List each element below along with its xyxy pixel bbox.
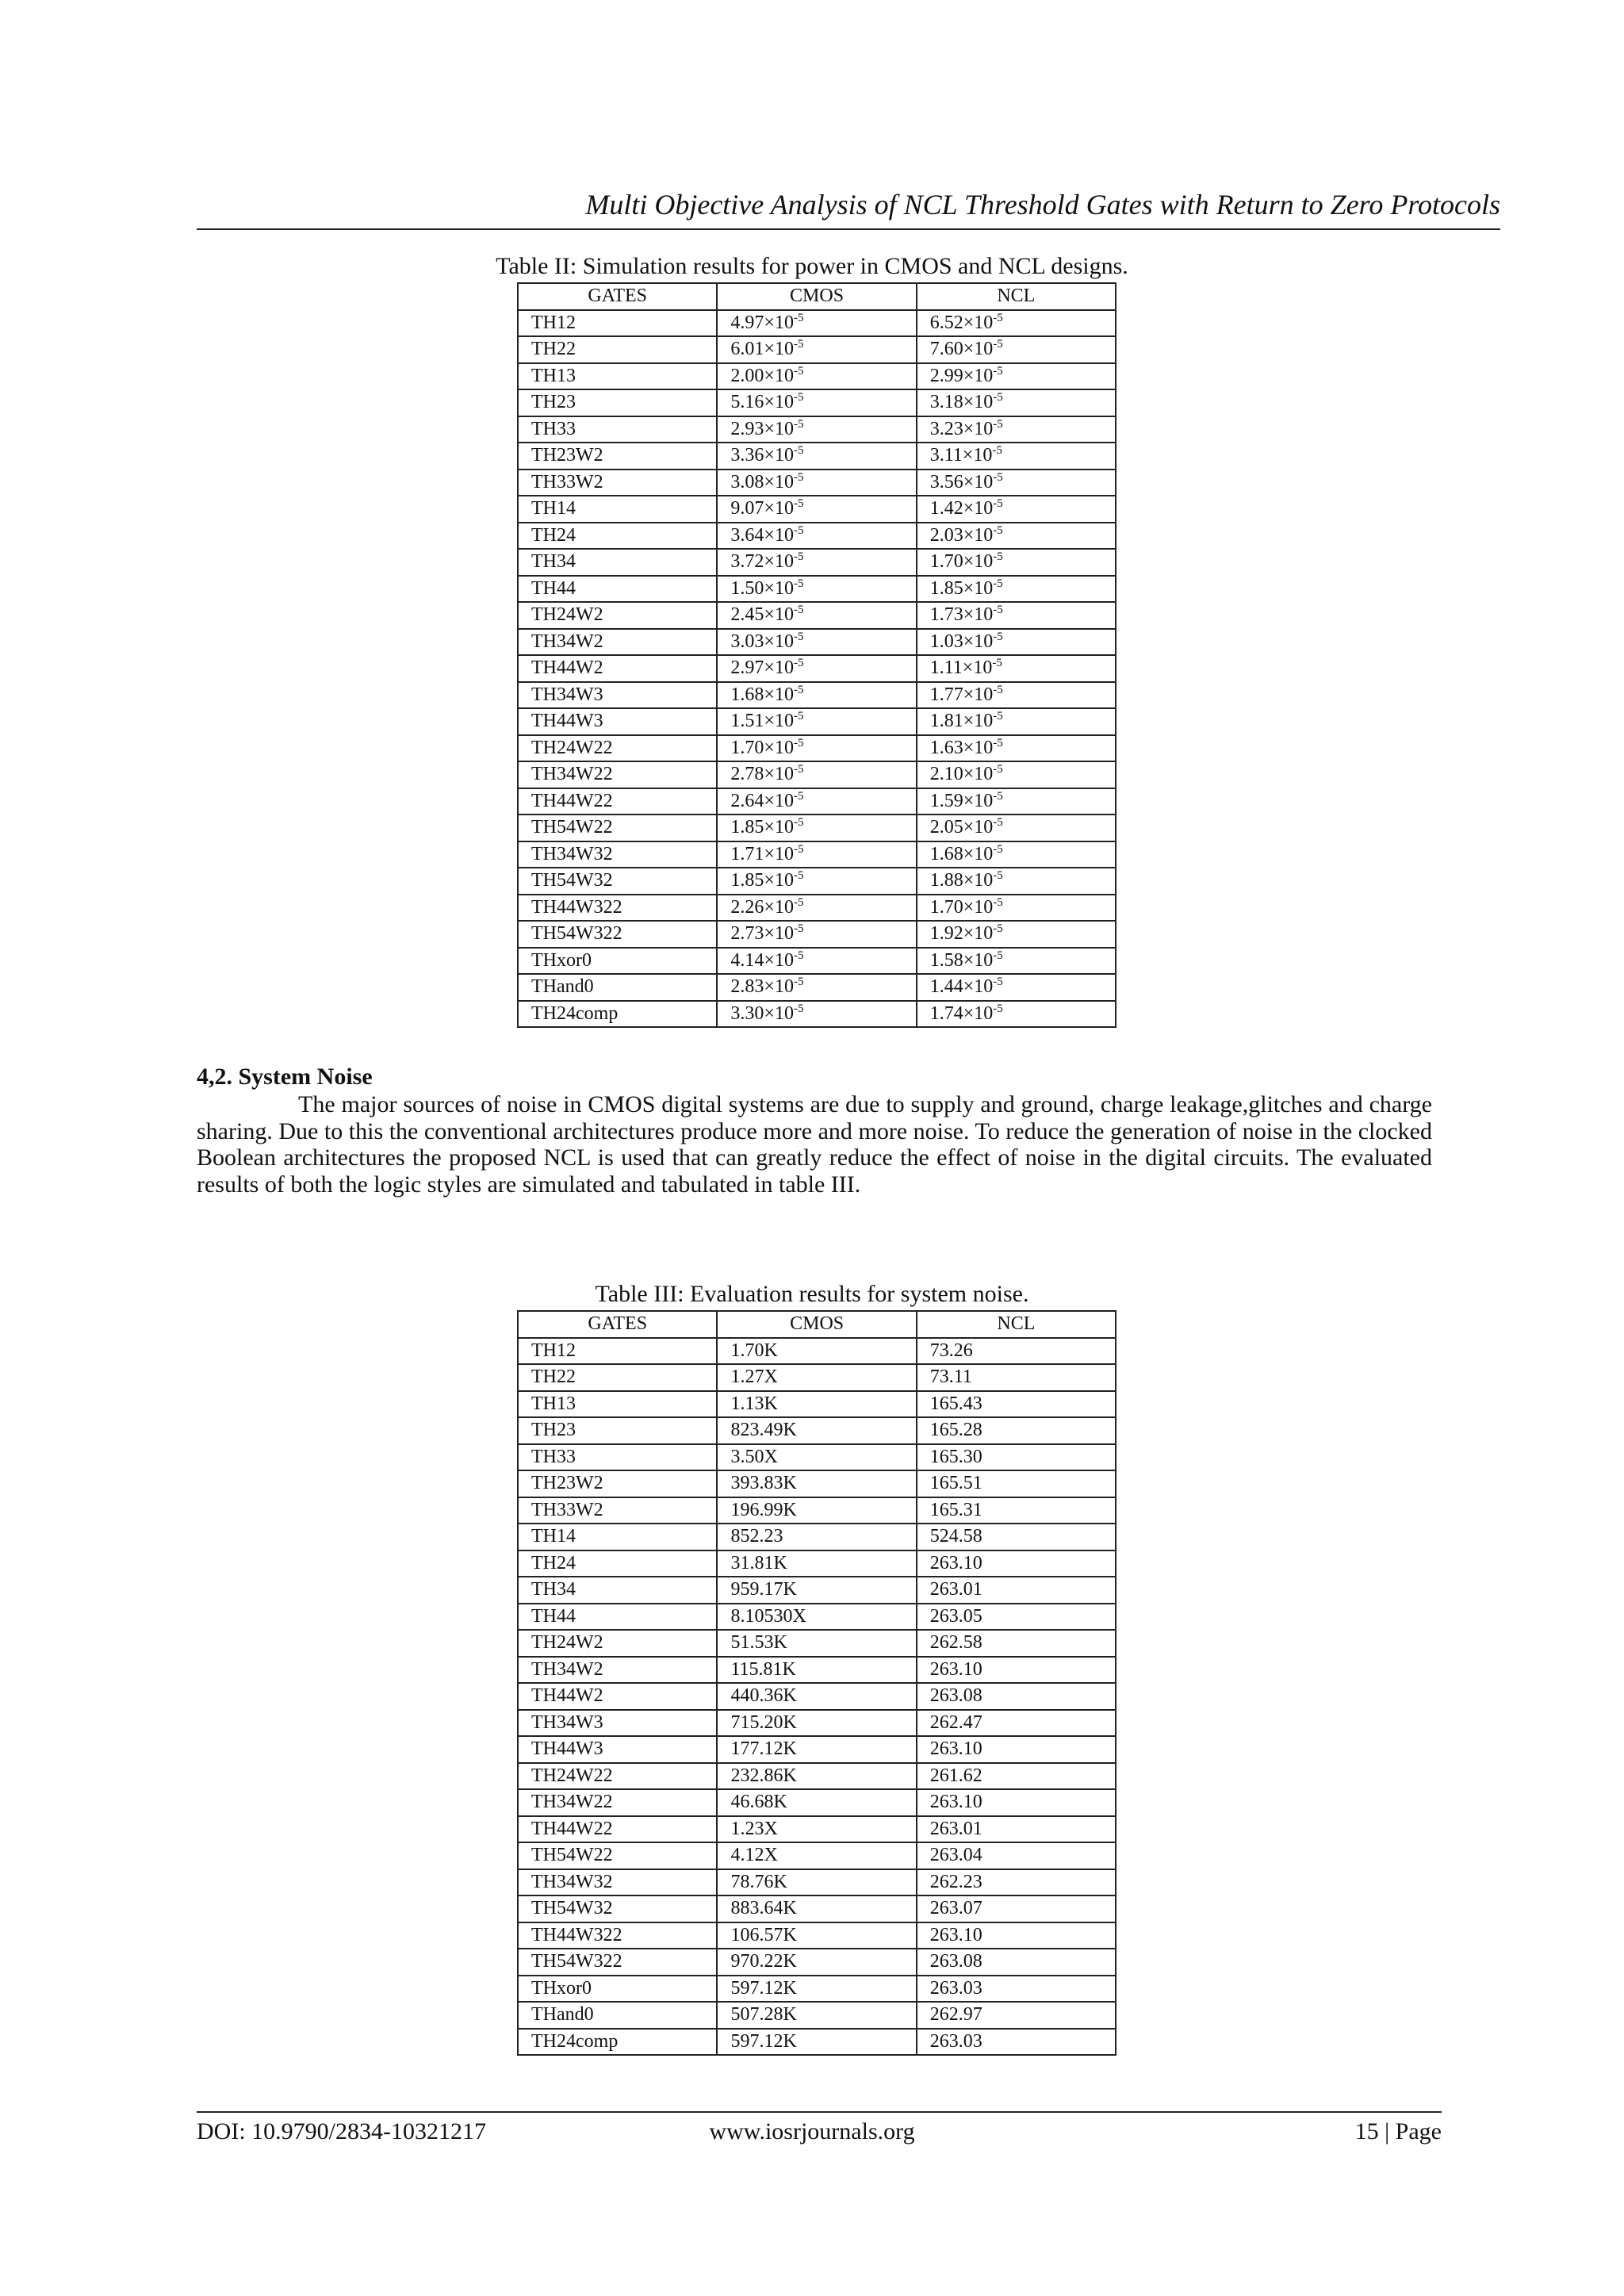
table-row: [518, 523, 1116, 550]
cmos-cell: 196.99K: [717, 1497, 916, 1524]
ncl-cell: 263.10: [917, 1922, 1116, 1949]
cmos-cell: $1.70\times 10^{-5}$: [717, 735, 916, 762]
ncl-cell: 262.58: [917, 1630, 1116, 1657]
table-row: [518, 921, 1116, 948]
cmos-cell: 3.50X: [717, 1444, 916, 1471]
cmos-cell: 1.27X: [717, 1364, 916, 1391]
gate-cell: TH44W22: [518, 788, 717, 815]
cmos-cell: 597.12K: [717, 2029, 916, 2056]
ncl-cell: 262.97: [917, 2002, 1116, 2029]
gate-cell: TH24W2: [518, 602, 717, 629]
cmos-cell: 597.12K: [717, 1976, 916, 2003]
gate-cell: TH54W32: [518, 1895, 717, 1922]
table-row: [518, 895, 1116, 922]
ncl-cell: $1.68\times 10^{-5}$: [917, 841, 1116, 868]
cmos-cell: 715.20K: [717, 1710, 916, 1737]
ncl-cell: 263.10: [917, 1789, 1116, 1816]
gate-cell: TH44: [518, 576, 717, 603]
ncl-cell: 262.23: [917, 1869, 1116, 1896]
table-row: [518, 1470, 1116, 1497]
ncl-cell: $1.88\times 10^{-5}$: [917, 868, 1116, 895]
footer-page: 15 | Page: [1354, 2118, 1442, 2145]
table-row: [518, 1497, 1116, 1524]
gate-cell: TH34W3: [518, 1710, 717, 1737]
ncl-cell: $3.11\times 10^{-5}$: [917, 443, 1116, 470]
cmos-cell: 46.68K: [717, 1789, 916, 1816]
table-row: [518, 1550, 1116, 1577]
cmos-cell: 51.53K: [717, 1630, 916, 1657]
table3-header-ncl: NCL: [917, 1311, 1116, 1338]
ncl-cell: $2.99\times 10^{-5}$: [917, 363, 1116, 390]
gate-cell: TH34W32: [518, 841, 717, 868]
table-row: [518, 336, 1116, 363]
cmos-cell: $1.71\times 10^{-5}$: [717, 841, 916, 868]
section-heading: 4,2. System Noise: [197, 1064, 373, 1090]
ncl-cell: $2.10\times 10^{-5}$: [917, 761, 1116, 788]
gate-cell: TH22: [518, 1364, 717, 1391]
gate-cell: TH13: [518, 363, 717, 390]
cmos-cell: 1.70K: [717, 1338, 916, 1365]
table-row: [518, 761, 1116, 788]
table-row: [518, 1710, 1116, 1737]
cmos-cell: 970.22K: [717, 1949, 916, 1976]
ncl-cell: 263.07: [917, 1895, 1116, 1922]
ncl-cell: 263.05: [917, 1604, 1116, 1631]
ncl-cell: $1.42\times 10^{-5}$: [917, 496, 1116, 523]
ncl-cell: $3.18\times 10^{-5}$: [917, 389, 1116, 416]
table-row: [518, 974, 1116, 1001]
gate-cell: TH33W2: [518, 470, 717, 496]
ncl-cell: $1.11\times 10^{-5}$: [917, 655, 1116, 682]
table-row: [518, 948, 1116, 975]
cmos-cell: $3.64\times 10^{-5}$: [717, 523, 916, 550]
ncl-cell: 73.11: [917, 1364, 1116, 1391]
cmos-cell: $5.16\times 10^{-5}$: [717, 389, 916, 416]
gate-cell: TH34: [518, 549, 717, 576]
gate-cell: TH34W3: [518, 682, 717, 709]
cmos-cell: $1.68\times 10^{-5}$: [717, 682, 916, 709]
gate-cell: TH24W22: [518, 735, 717, 762]
cmos-cell: 8.10530X: [717, 1604, 916, 1631]
gate-cell: TH24comp: [518, 1001, 717, 1028]
gate-cell: TH44W2: [518, 1683, 717, 1710]
ncl-cell: $6.52\times 10^{-5}$: [917, 310, 1116, 337]
table-row: [518, 708, 1116, 735]
table-row: [518, 1736, 1116, 1763]
table2: [517, 282, 1116, 1028]
cmos-cell: 1.23X: [717, 1816, 916, 1843]
cmos-cell: 959.17K: [717, 1577, 916, 1604]
ncl-cell: $1.74\times 10^{-5}$: [917, 1001, 1116, 1028]
cmos-cell: $4.14\times 10^{-5}$: [717, 948, 916, 975]
ncl-cell: $2.05\times 10^{-5}$: [917, 815, 1116, 841]
table-row: [518, 1816, 1116, 1843]
ncl-cell: $1.58\times 10^{-5}$: [917, 948, 1116, 975]
gate-cell: TH54W322: [518, 1949, 717, 1976]
cmos-cell: $2.64\times 10^{-5}$: [717, 788, 916, 815]
table3: [517, 1310, 1116, 2056]
footer-site: www.iosrjournals.org: [709, 2118, 915, 2145]
cmos-cell: 440.36K: [717, 1683, 916, 1710]
cmos-cell: $2.00\times 10^{-5}$: [717, 363, 916, 390]
ncl-cell: 263.03: [917, 2029, 1116, 2056]
table-row: [518, 788, 1116, 815]
table-row: [518, 735, 1116, 762]
cmos-cell: $3.08\times 10^{-5}$: [717, 470, 916, 496]
gate-cell: THxor0: [518, 948, 717, 975]
table2-header-cmos: CMOS: [717, 283, 916, 310]
table-row: [518, 1001, 1116, 1028]
table-row: [518, 470, 1116, 496]
table-row: [518, 2029, 1116, 2056]
cmos-cell: 883.64K: [717, 1895, 916, 1922]
gate-cell: TH12: [518, 1338, 717, 1365]
gate-cell: TH13: [518, 1391, 717, 1418]
gate-cell: THand0: [518, 974, 717, 1001]
ncl-cell: 263.08: [917, 1683, 1116, 1710]
ncl-cell: 262.47: [917, 1710, 1116, 1737]
table-row: [518, 655, 1116, 682]
cmos-cell: $2.83\times 10^{-5}$: [717, 974, 916, 1001]
ncl-cell: $3.23\times 10^{-5}$: [917, 416, 1116, 443]
cmos-cell: 823.49K: [717, 1417, 916, 1444]
table-row: [518, 1895, 1116, 1922]
cmos-cell: 1.13K: [717, 1391, 916, 1418]
cmos-cell: $2.97\times 10^{-5}$: [717, 655, 916, 682]
ncl-cell: $1.77\times 10^{-5}$: [917, 682, 1116, 709]
table-row: [518, 2002, 1116, 2029]
ncl-cell: 263.10: [917, 1550, 1116, 1577]
table-row: [518, 1604, 1116, 1631]
cmos-cell: 393.83K: [717, 1470, 916, 1497]
table3-header-gates: GATES: [518, 1311, 717, 1338]
ncl-cell: 165.31: [917, 1497, 1116, 1524]
gate-cell: TH33: [518, 1444, 717, 1471]
table-row: [518, 841, 1116, 868]
ncl-cell: 263.08: [917, 1949, 1116, 1976]
table2-header-row: [518, 283, 1116, 310]
gate-cell: TH34W32: [518, 1869, 717, 1896]
gate-cell: TH34W2: [518, 1657, 717, 1684]
cmos-cell: $2.26\times 10^{-5}$: [717, 895, 916, 922]
ncl-cell: $7.60\times 10^{-5}$: [917, 336, 1116, 363]
ncl-cell: $1.73\times 10^{-5}$: [917, 602, 1116, 629]
table-row: [518, 389, 1116, 416]
table-row: [518, 576, 1116, 603]
table3-header-row: [518, 1311, 1116, 1338]
gate-cell: TH54W22: [518, 1842, 717, 1869]
cmos-cell: $3.72\times 10^{-5}$: [717, 549, 916, 576]
cmos-cell: $2.73\times 10^{-5}$: [717, 921, 916, 948]
gate-cell: TH24W22: [518, 1763, 717, 1790]
table-row: [518, 1364, 1116, 1391]
table-row: [518, 868, 1116, 895]
gate-cell: THand0: [518, 2002, 717, 2029]
cmos-cell: $1.51\times 10^{-5}$: [717, 708, 916, 735]
table-row: [518, 1577, 1116, 1604]
table-row: [518, 1444, 1116, 1471]
gate-cell: TH33W2: [518, 1497, 717, 1524]
gate-cell: TH44W3: [518, 708, 717, 735]
gate-cell: TH23W2: [518, 1470, 717, 1497]
cmos-cell: $2.78\times 10^{-5}$: [717, 761, 916, 788]
ncl-cell: $1.03\times 10^{-5}$: [917, 629, 1116, 656]
gate-cell: TH34: [518, 1577, 717, 1604]
table-row: [518, 629, 1116, 656]
ncl-cell: 263.01: [917, 1816, 1116, 1843]
table-row: [518, 310, 1116, 337]
ncl-cell: $1.70\times 10^{-5}$: [917, 549, 1116, 576]
gate-cell: TH12: [518, 310, 717, 337]
cmos-cell: 115.81K: [717, 1657, 916, 1684]
cmos-cell: 507.28K: [717, 2002, 916, 2029]
table-row: [518, 1524, 1116, 1550]
ncl-cell: 263.03: [917, 1976, 1116, 2003]
table-row: [518, 815, 1116, 841]
table-row: [518, 602, 1116, 629]
cmos-cell: $2.45\times 10^{-5}$: [717, 602, 916, 629]
cmos-cell: $2.93\times 10^{-5}$: [717, 416, 916, 443]
cmos-cell: 106.57K: [717, 1922, 916, 1949]
gate-cell: TH23: [518, 389, 717, 416]
cmos-cell: $9.07\times 10^{-5}$: [717, 496, 916, 523]
table-row: [518, 1869, 1116, 1896]
table-row: [518, 549, 1116, 576]
gate-cell: TH44W22: [518, 1816, 717, 1843]
ncl-cell: 263.10: [917, 1736, 1116, 1763]
gate-cell: TH14: [518, 496, 717, 523]
gate-cell: TH33: [518, 416, 717, 443]
gate-cell: TH24W2: [518, 1630, 717, 1657]
ncl-cell: 524.58: [917, 1524, 1116, 1550]
table-row: [518, 1789, 1116, 1816]
running-head: Multi Objective Analysis of NCL Threshold Gates with Return to Zero Protocols: [585, 189, 1500, 220]
ncl-cell: $3.56\times 10^{-5}$: [917, 470, 1116, 496]
gate-cell: TH54W32: [518, 868, 717, 895]
cmos-cell: 31.81K: [717, 1550, 916, 1577]
gate-cell: TH24: [518, 523, 717, 550]
ncl-cell: 261.62: [917, 1763, 1116, 1790]
ncl-cell: $1.44\times 10^{-5}$: [917, 974, 1116, 1001]
table3-body: [518, 1338, 1116, 2056]
cmos-cell: $1.85\times 10^{-5}$: [717, 815, 916, 841]
ncl-cell: $1.63\times 10^{-5}$: [917, 735, 1116, 762]
ncl-cell: 73.26: [917, 1338, 1116, 1365]
gate-cell: TH24comp: [518, 2029, 717, 2056]
ncl-cell: 165.43: [917, 1391, 1116, 1418]
table2-header-gates: GATES: [518, 283, 717, 310]
ncl-cell: 165.51: [917, 1470, 1116, 1497]
gate-cell: TH44W3: [518, 1736, 717, 1763]
cmos-cell: $4.97\times 10^{-5}$: [717, 310, 916, 337]
cmos-cell: 852.23: [717, 1524, 916, 1550]
ncl-cell: $1.70\times 10^{-5}$: [917, 895, 1116, 922]
ncl-cell: 263.04: [917, 1842, 1116, 1869]
cmos-cell: $1.85\times 10^{-5}$: [717, 868, 916, 895]
cmos-cell: $3.03\times 10^{-5}$: [717, 629, 916, 656]
gate-cell: TH23W2: [518, 443, 717, 470]
gate-cell: TH14: [518, 1524, 717, 1550]
gate-cell: TH54W322: [518, 921, 717, 948]
gate-cell: TH44W2: [518, 655, 717, 682]
gate-cell: TH23: [518, 1417, 717, 1444]
table-row: [518, 363, 1116, 390]
table-row: [518, 1922, 1116, 1949]
gate-cell: TH44W322: [518, 1922, 717, 1949]
ncl-cell: $1.85\times 10^{-5}$: [917, 576, 1116, 603]
footer-doi: DOI: 10.9790/2834-10321217: [197, 2118, 486, 2145]
table-row: [518, 1949, 1116, 1976]
cmos-cell: $1.50\times 10^{-5}$: [717, 576, 916, 603]
cmos-cell: 177.12K: [717, 1736, 916, 1763]
cmos-cell: $3.36\times 10^{-5}$: [717, 443, 916, 470]
gate-cell: TH34W22: [518, 761, 717, 788]
cmos-cell: 4.12X: [717, 1842, 916, 1869]
table2-header-ncl: NCL: [917, 283, 1116, 310]
table3-header-cmos: CMOS: [717, 1311, 916, 1338]
ncl-cell: $1.81\times 10^{-5}$: [917, 708, 1116, 735]
gate-cell: THxor0: [518, 1976, 717, 2003]
table-row: [518, 496, 1116, 523]
ncl-cell: 263.10: [917, 1657, 1116, 1684]
cmos-cell: $6.01\times 10^{-5}$: [717, 336, 916, 363]
gate-cell: TH34W2: [518, 629, 717, 656]
table-row: [518, 682, 1116, 709]
table-row: [518, 1842, 1116, 1869]
table-row: [518, 1338, 1116, 1365]
cmos-cell: 232.86K: [717, 1763, 916, 1790]
cmos-cell: 78.76K: [717, 1869, 916, 1896]
table-row: [518, 1630, 1116, 1657]
ncl-cell: $1.59\times 10^{-5}$: [917, 788, 1116, 815]
header-rule: [197, 228, 1500, 230]
table3-caption: Table III: Evaluation results for system noise.: [595, 1281, 1029, 1307]
gate-cell: TH44: [518, 1604, 717, 1631]
section-paragraph: The major sources of noise in CMOS digital systems are due to supply and ground, charge leakage,glitches and charge sharing. Due to this the conventional architectures produce more and more noise. To reduce the generation of noise in the clocked Boolean architectures the proposed NCL is used that can greatly reduce the effect of noise in the digital circuits. The evaluated results of both the logic styles are simulated and tabulated in table III.: [197, 1091, 1432, 1198]
table-row: [518, 1417, 1116, 1444]
gate-cell: TH44W322: [518, 895, 717, 922]
table2-caption: Table II: Simulation results for power in CMOS and NCL designs.: [496, 253, 1128, 279]
table-row: [518, 416, 1116, 443]
gate-cell: TH54W22: [518, 815, 717, 841]
table-row: [518, 1976, 1116, 2003]
gate-cell: TH24: [518, 1550, 717, 1577]
table-row: [518, 1683, 1116, 1710]
gate-cell: TH34W22: [518, 1789, 717, 1816]
table-row: [518, 443, 1116, 470]
cmos-cell: $3.30\times 10^{-5}$: [717, 1001, 916, 1028]
ncl-cell: $2.03\times 10^{-5}$: [917, 523, 1116, 550]
ncl-cell: 165.30: [917, 1444, 1116, 1471]
gate-cell: TH22: [518, 336, 717, 363]
table-row: [518, 1763, 1116, 1790]
footer-rule: [197, 2111, 1442, 2113]
table-row: [518, 1391, 1116, 1418]
ncl-cell: $1.92\times 10^{-5}$: [917, 921, 1116, 948]
table-row: [518, 1657, 1116, 1684]
table2-body: [518, 310, 1116, 1028]
ncl-cell: 165.28: [917, 1417, 1116, 1444]
ncl-cell: 263.01: [917, 1577, 1116, 1604]
